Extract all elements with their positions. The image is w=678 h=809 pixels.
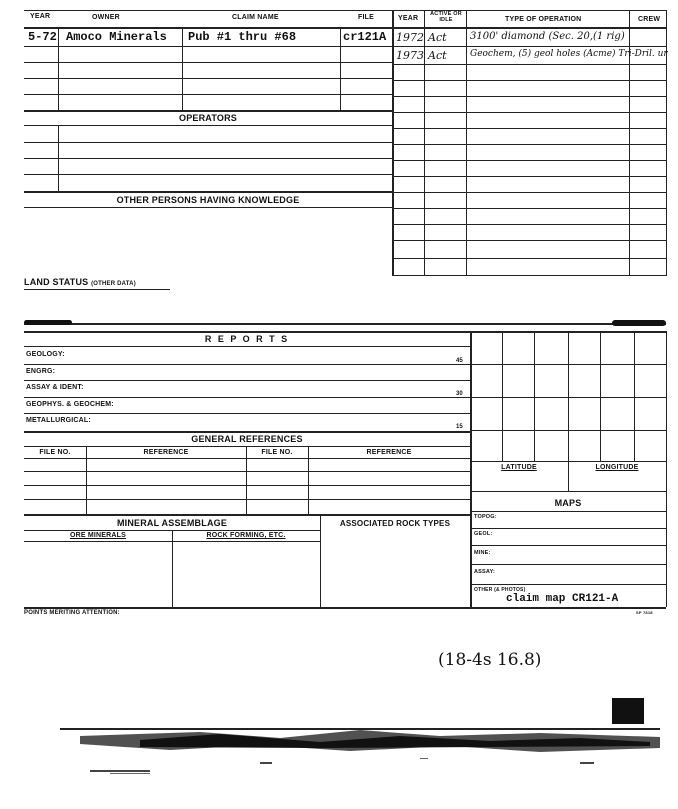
report-geology-label: GEOLOGY: (26, 351, 65, 358)
ops-row-line (392, 176, 666, 177)
grid-row (470, 397, 666, 398)
scan-smudge-right (612, 320, 666, 326)
operators-row-line (24, 174, 392, 175)
ops-year-2: 1973 (396, 49, 424, 62)
section-divider (24, 323, 666, 325)
owner-row-line (24, 94, 392, 95)
report-geology-num: 45 (456, 358, 463, 364)
ref-col-divider (86, 446, 87, 514)
owner-col-divider (182, 27, 183, 110)
operators-top-line (24, 110, 392, 112)
ref-header-line (24, 458, 470, 459)
ref-col-divider (246, 446, 247, 514)
ops-operation-1: 3100' diamond (Sec. 20,(1 rig) (470, 31, 625, 42)
general-references-title: GENERAL REFERENCES (191, 434, 303, 444)
report-row-line (24, 380, 470, 381)
report-assay-num: 30 (456, 391, 463, 397)
associated-col-divider (320, 514, 321, 607)
maps-row-line (470, 545, 666, 546)
center-divider (392, 10, 394, 276)
ops-operation-2: Geochem, (5) geol holes (Acme) Tri-Dril. ur (470, 49, 668, 59)
claim-name-value: Pub #1 thru #68 (188, 30, 297, 44)
ops-row-line (392, 46, 666, 47)
scan-smudge-left (24, 320, 72, 325)
report-row-line (24, 397, 470, 398)
grid-col (600, 331, 601, 461)
operators-row-line (24, 158, 392, 159)
maps-other-value: claim map CR121-A (506, 593, 619, 605)
ore-minerals-label: ORE MINERALS (69, 532, 127, 539)
scan-noise-band (20, 718, 670, 780)
form-bottom-line (24, 607, 666, 609)
ops-row-line (392, 258, 666, 259)
other-persons-top-line (24, 191, 392, 193)
ops-row-line (392, 208, 666, 209)
operation-header: TYPE OF OPERATION (505, 16, 582, 23)
maps-topog: TOPOG: (474, 514, 497, 520)
maps-title-line (470, 511, 666, 512)
other-persons-label: OTHER PERSONS HAVING KNOWLEDGE (116, 195, 300, 205)
land-status-label (24, 277, 136, 287)
maps-geol: GEOL: (474, 531, 493, 537)
year2-header: YEAR (398, 15, 419, 22)
ops-row-line (392, 240, 666, 241)
claim-name-header: CLAIM NAME (232, 14, 279, 21)
year-header: YEAR (30, 13, 51, 20)
ops-row-line (392, 160, 666, 161)
maps-other: OTHER (& PHOTOS) (474, 587, 526, 593)
report-row-line (24, 364, 470, 365)
reports-top-line (24, 331, 666, 333)
report-metallurgical-label: METALLURGICAL: (26, 417, 91, 424)
reports-title-line (24, 346, 470, 347)
report-geophys-label: GEOPHYS. & GEOCHEM: (26, 401, 114, 408)
ref-reference-1: REFERENCE (143, 449, 189, 456)
grid-row (470, 364, 666, 365)
maps-row-line (470, 528, 666, 529)
owner-value: Amoco Minerals (66, 30, 167, 44)
grid-col (534, 331, 535, 461)
grid-row (470, 461, 666, 462)
file-value: cr121A (343, 30, 387, 44)
owner-row-line (24, 62, 392, 63)
ops-status-2: Act (428, 49, 447, 62)
report-metallurgical-num: 15 (456, 424, 463, 430)
ref-col-divider (308, 446, 309, 514)
form-number: SP 7818 (636, 610, 653, 615)
ref-file-no-2: FILE NO. (261, 449, 293, 456)
crew-header: CREW (638, 16, 661, 23)
grid-right-border (666, 331, 667, 607)
operators-label: OPERATORS (179, 113, 237, 123)
handwritten-coordinates: (18-4s 16.8) (438, 650, 542, 670)
maps-mine: MINE: (474, 550, 491, 556)
latitude-label: LATITUDE (501, 464, 537, 471)
ops-row-line (392, 80, 666, 81)
maps-row-line (470, 584, 666, 585)
ops-year-divider (424, 10, 425, 276)
owner-row-line (24, 46, 392, 47)
grid-row (470, 430, 666, 431)
grid-col (502, 331, 503, 461)
ops-row-line (392, 64, 666, 65)
longitude-label: LONGITUDE (595, 464, 639, 471)
ops-status-divider (466, 10, 467, 276)
ops-row-line (392, 224, 666, 225)
owner-row-line (24, 78, 392, 79)
report-assay-label: ASSAY & IDENT: (26, 384, 84, 391)
ops-bottom-line (392, 275, 666, 276)
file-header: FILE (358, 14, 374, 21)
maps-title: MAPS (554, 498, 582, 508)
claim-col-divider (340, 27, 341, 110)
header-underline (24, 27, 666, 29)
ops-row-line (392, 112, 666, 113)
mineral-assemblage-title: MINERAL ASSEMBLAGE (116, 518, 228, 528)
operators-row-line (24, 142, 392, 143)
general-refs-title-line (24, 446, 470, 447)
top-border (24, 10, 666, 11)
ops-row-line (392, 144, 666, 145)
latlong-bottom-line (470, 491, 666, 492)
ref-row-line (24, 471, 470, 472)
rock-forming-label: ROCK FORMING, ETC. (206, 532, 286, 539)
ops-year-1: 1972 (396, 31, 424, 44)
report-row-line (24, 413, 470, 414)
grid-col (634, 331, 635, 461)
general-refs-top-line (24, 431, 470, 433)
report-engrg-label: ENGRG: (26, 368, 56, 375)
ops-row-line (392, 192, 666, 193)
owner-header: OWNER (92, 14, 120, 21)
ops-row-line (392, 96, 666, 97)
maps-assay: ASSAY: (474, 569, 496, 575)
points-meriting-attention: POINTS MERITING ATTENTION: (24, 610, 120, 616)
operators-col-divider (58, 125, 59, 191)
ref-reference-2: REFERENCE (366, 449, 412, 456)
reports-title: R E P O R T S (204, 334, 290, 344)
ops-status-1: Act (428, 31, 447, 44)
mineral-top-line (24, 514, 470, 516)
maps-row-line (470, 564, 666, 565)
mineral-col-divider (172, 530, 173, 607)
land-status-note: (OTHER DATA) (91, 281, 136, 287)
ref-row-line (24, 499, 470, 500)
other-persons-header-line (24, 207, 392, 208)
active-idle-header: ACTIVE OR IDLE (430, 11, 462, 23)
ops-row-line (392, 128, 666, 129)
ref-file-no-1: FILE NO. (39, 449, 71, 456)
operators-header-line (24, 125, 392, 126)
land-status-text: LAND STATUS (24, 277, 89, 287)
ref-row-line (24, 485, 470, 486)
associated-rock-types: ASSOCIATED ROCK TYPES (339, 519, 451, 528)
land-status-underline (24, 289, 170, 290)
ownership-year: 5-72 (28, 30, 57, 44)
year-col-divider (58, 27, 59, 110)
